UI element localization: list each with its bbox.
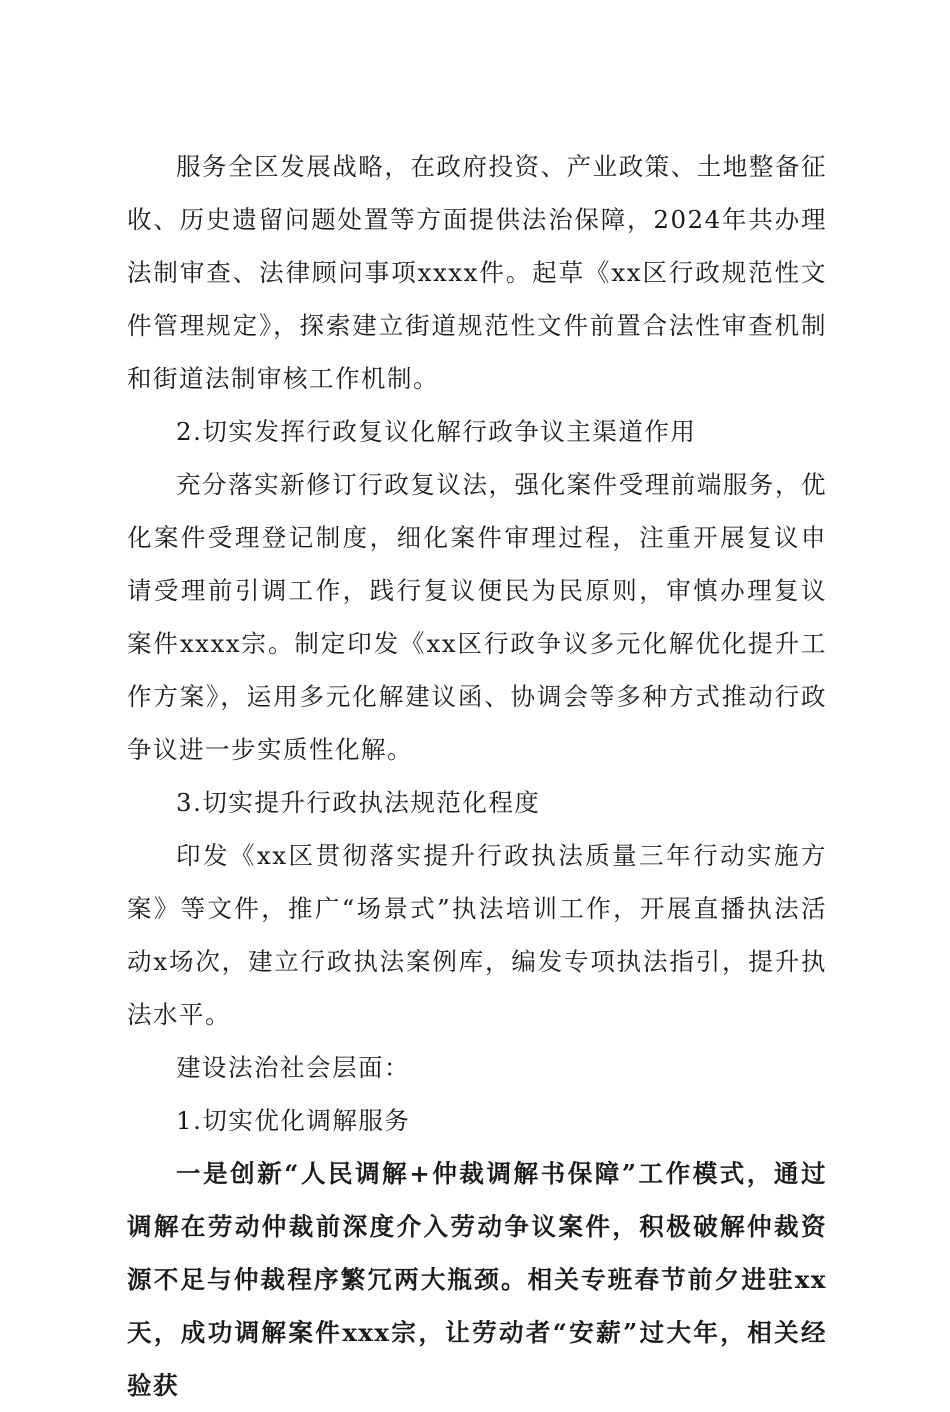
- paragraph-administrative-review: 充分落实新修订行政复议法，强化案件受理前端服务，优化案件受理登记制度，细化案件审理过程，注重开展复议申请受理前引调工作，践行复议便民为民原则，审慎办理复议案件xxxx宗。制定印发《xx区行政争议多元化解优化提升工作方案》，运用多元化解建议函、协调会等多种方式推动行政争议进一步实质性化解。: [127, 470, 827, 764]
- heading-law-enforcement: 3.切实提升行政执法规范化程度: [176, 788, 541, 817]
- paragraph-legal-support: 服务全区发展战略，在政府投资、产业政策、土地整备征收、历史遗留问题处置等方面提供法治保障，2024年共办理法制审查、法律顾问事项xxxx件。起草《xx区行政规范性文件管理规定》，探索建立街道规范性文件前置合法性审查机制和街道法制审核工作机制。: [127, 152, 827, 393]
- heading-rule-of-law-society: 建设法治社会层面：: [176, 1053, 410, 1082]
- heading-administrative-review: 2.切实发挥行政复议化解行政争议主渠道作用: [176, 417, 697, 446]
- paragraph-mediation-service: 一是创新“人民调解+仲裁调解书保障”工作模式，通过调解在劳动仲裁前深度介入劳动争议案件，积极破解仲裁资源不足与仲裁程序繁冗两大瓶颈。相关专班春节前夕进驻xx天，成功调解案件xxx宗，让劳动者“安薪”过大年，相关经验获: [127, 1159, 827, 1400]
- paragraph-law-enforcement: 印发《xx区贯彻落实提升行政执法质量三年行动实施方案》等文件，推广“场景式”执法培训工作，开展直播执法活动x场次，建立行政执法案例库，编发专项执法指引，提升执法水平。: [127, 841, 827, 1029]
- heading-mediation-service: 1.切实优化调解服务: [176, 1106, 411, 1135]
- document-body: [127, 140, 827, 1412]
